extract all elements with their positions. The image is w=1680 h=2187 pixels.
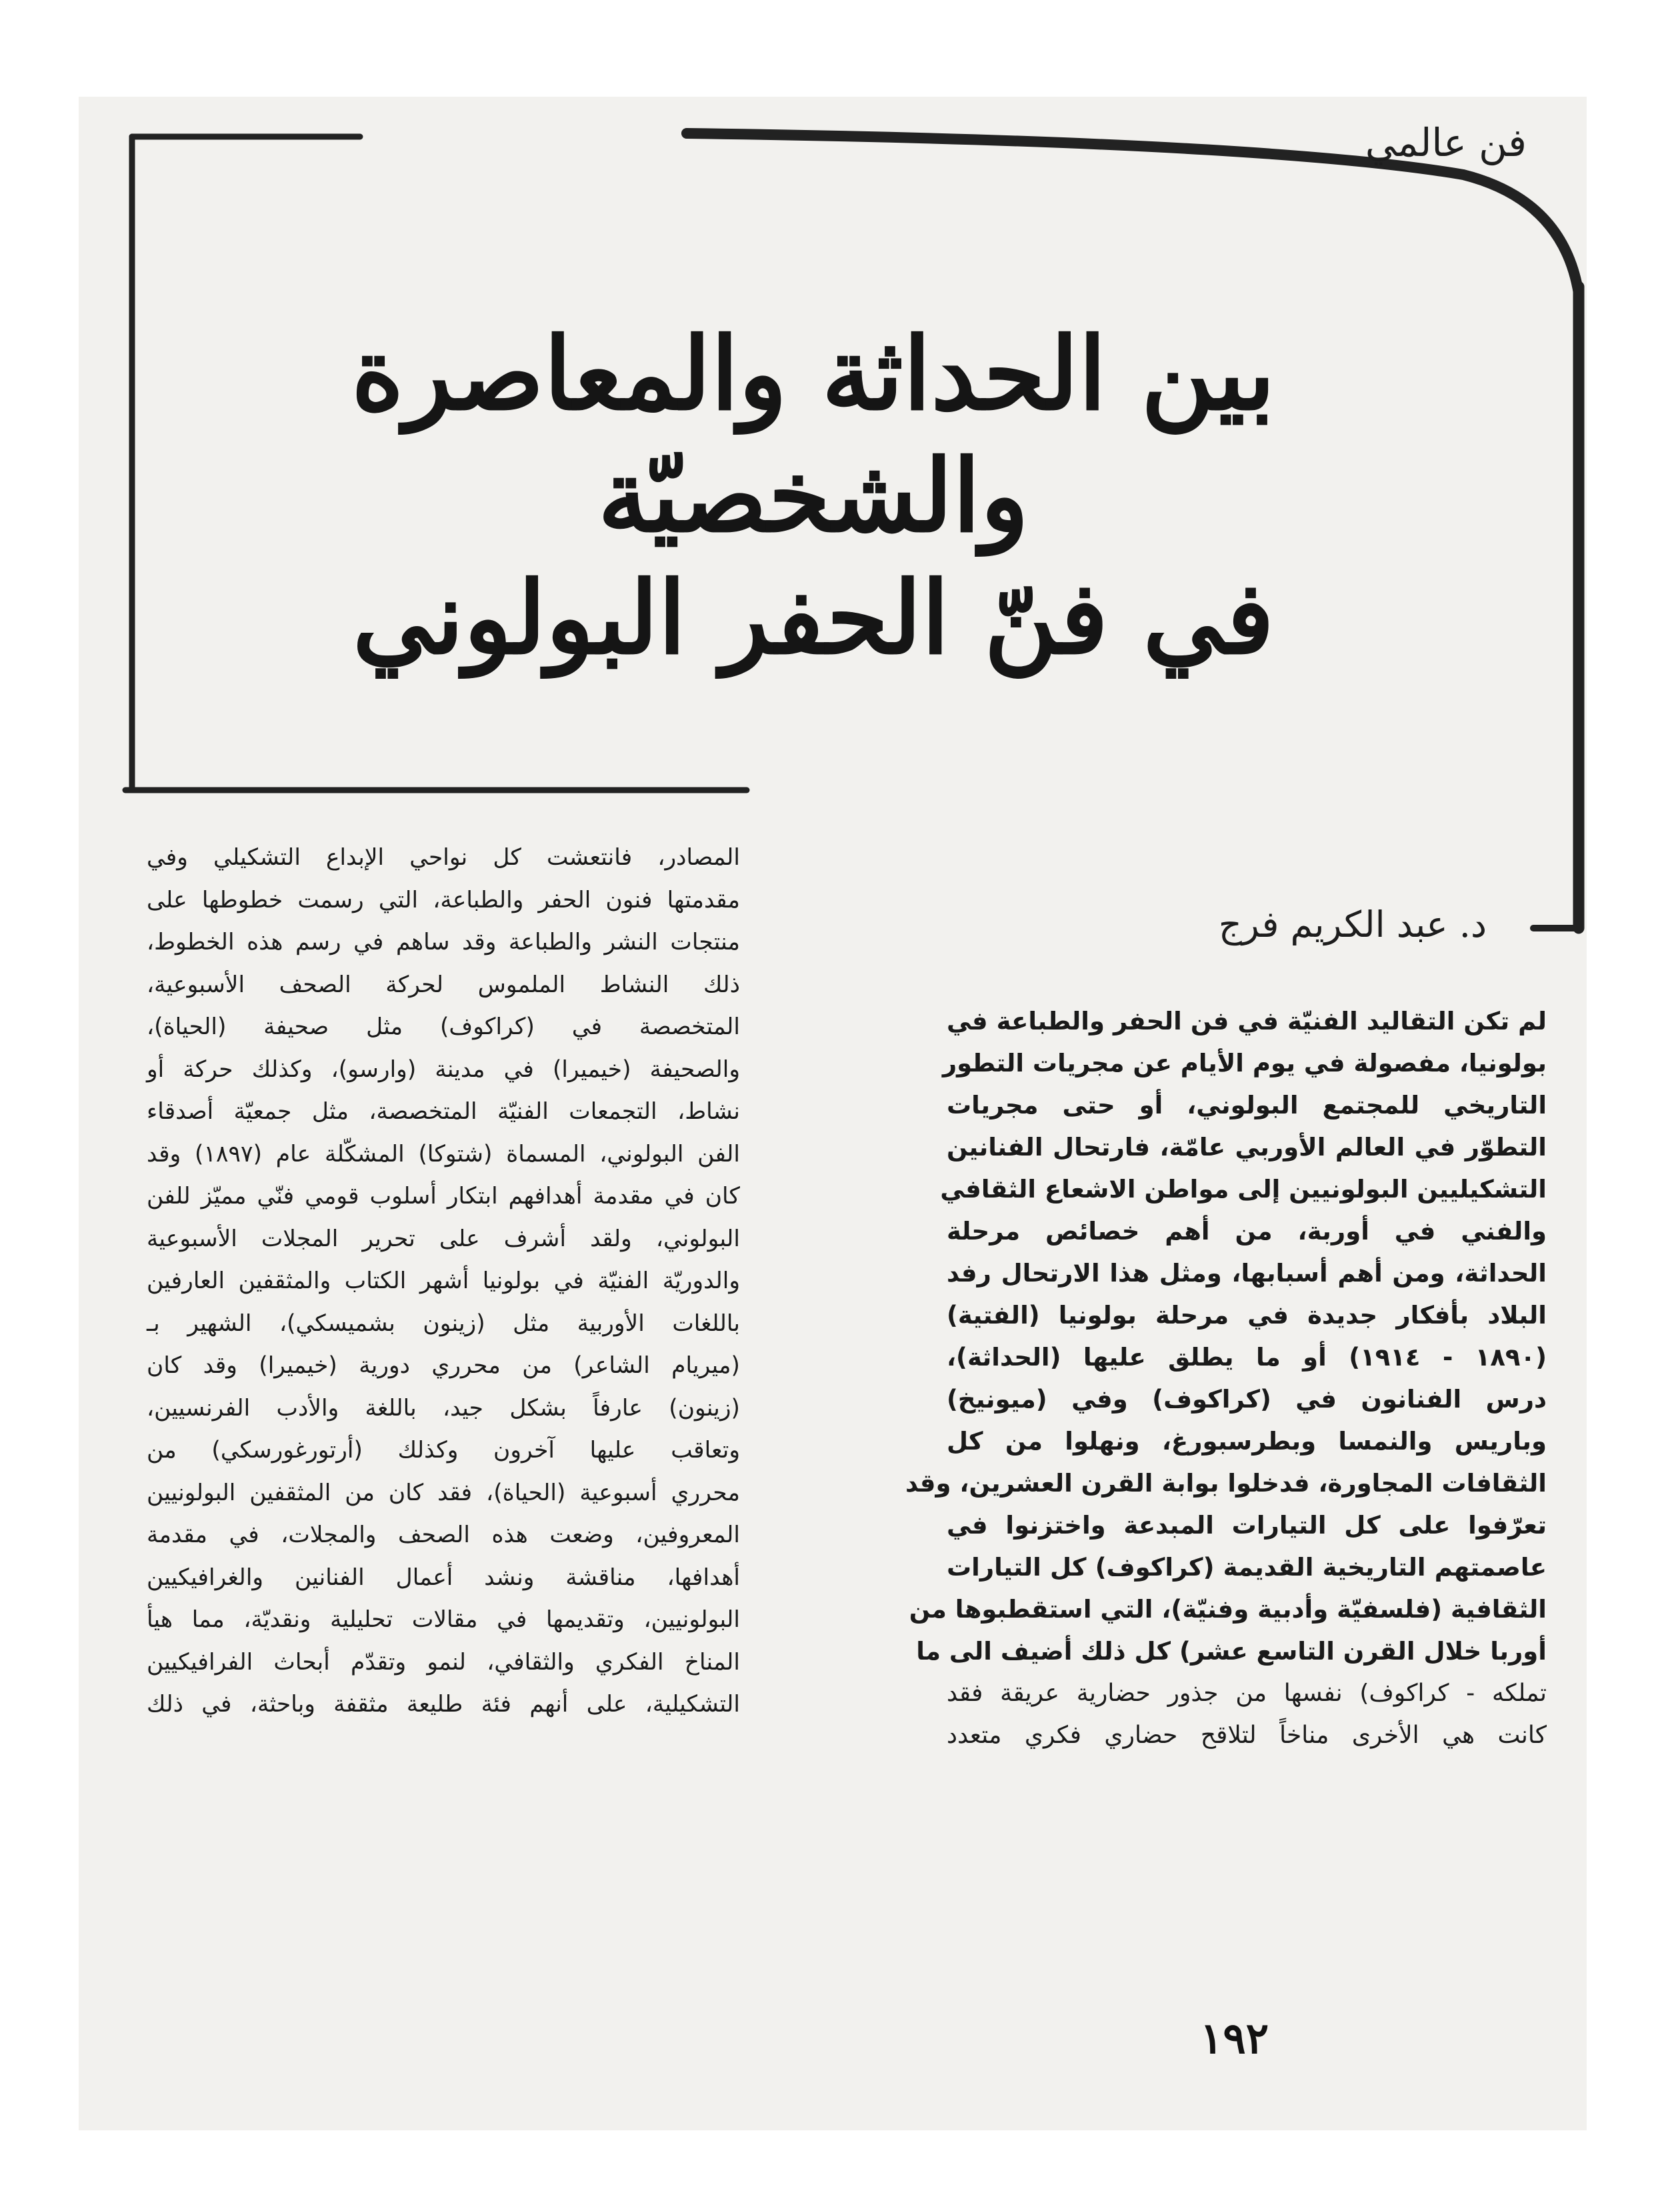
text-line: مقدمتها فنون الحفر والطباعة، التي رسمت خطوطها على — [147, 886, 740, 913]
text-line: محرري أسبوعية (الحياة)، فقد كان من المثقفين البولونيين — [147, 1479, 740, 1506]
text-line: المصادر، فانتعشت كل نواحي الإبداع التشكيلي وفي — [147, 844, 740, 871]
article-title — [253, 313, 1373, 679]
text-line: والصحيفة (خيميرا) في مدينة (وارسو)، وكذلك حركة أو — [147, 1055, 740, 1083]
title-line-1: بين الحداثة والمعاصرة — [351, 315, 1275, 433]
text-line: الثقافات المجاورة، فدخلوا بوابة القرن العشرين، وقد — [905, 1469, 1547, 1498]
text-line: بولونيا، مفصولة في يوم الأيام عن مجريات التطور — [942, 1049, 1547, 1077]
text-line: كانت هي الأخرى مناخاً لتلاقح حضاري فكري متعدد — [947, 1722, 1547, 1749]
text-line: ذلك النشاط الملموس لحركة الصحف الأسبوعية، — [147, 971, 740, 998]
text-line: باللغات الأوربية مثل (زينون بشميسكي)، الشهير بـ — [147, 1310, 740, 1337]
text-line: نشاط، التجمعات الفنيّة المتخصصة، مثل جمعيّة أصدقاء — [147, 1098, 740, 1125]
text-line: التطوّر في العالم الأوربي عامّة، فارتحال الفنانين — [947, 1133, 1547, 1162]
author-byline: د. عبد الكريم فرج — [1218, 903, 1487, 945]
text-line: المعروفين، وضعت هذه الصحف والمجلات، في مقدمة — [147, 1522, 740, 1548]
text-line: تملكه - كراكوف) نفسها من جذور حضارية عريقة فقد — [947, 1680, 1547, 1707]
right-column — [905, 1000, 1547, 1756]
text-line: الفن البولوني، المسماة (شتوكا) المشكّلة عام (١٨٩٧) وقد — [147, 1140, 740, 1168]
text-line: الثقافية (فلسفيّة وأدبية وفنيّة)، التي استقطبوها من — [909, 1595, 1547, 1624]
text-line: (زينون) عارفاً بشكل جيد، باللغة والأدب الفرنسيين، — [147, 1394, 740, 1422]
text-line: لم تكن التقاليد الفنيّة في فن الحفر والطباعة في — [947, 1007, 1547, 1035]
text-line: (١٨٩٠ - ١٩١٤) أو ما يطلق عليها (الحداثة)، — [947, 1343, 1547, 1372]
text-line: الحداثة، ومن أهم أسبابها، ومثل هذا الارتحال رفد — [947, 1259, 1547, 1288]
title-line-2: والشخصيّة — [597, 437, 1029, 555]
text-line: كان في مقدمة أهدافهم ابتكار أسلوب قومي فنّي مميّز للفن — [147, 1183, 740, 1210]
text-line: درس الفنانون في (كراكوف) وفي (ميونيخ) — [947, 1385, 1547, 1414]
text-line: تعرّفوا على كل التيارات المبدعة واختزنوا في — [947, 1511, 1547, 1540]
text-line: أهدافها، مناقشة ونشد أعمال الفنانين والغرافيكيين — [147, 1564, 740, 1591]
section-label: فن عالمي — [1365, 120, 1527, 165]
text-line: التشكيلية، على أنهم فئة طليعة مثقفة وباحثة، في ذلك — [147, 1691, 740, 1718]
text-line: والفني في أوربة، من أهم خصائص مرحلة — [947, 1217, 1547, 1246]
text-line: منتجات النشر والطباعة وقد ساهم في رسم هذه الخطوط، — [147, 929, 740, 955]
text-line: وباريس والنمسا وبطرسبورغ، ونهلوا من كل — [947, 1427, 1547, 1456]
text-line: التاريخي للمجتمع البولوني، أو حتى مجريات — [947, 1091, 1547, 1120]
text-line: المناخ الفكري والثقافي، لنمو وتقدّم أبحاث الفرافيكيين — [147, 1648, 740, 1676]
text-line: البولونيين، وتقديمها في مقالات تحليلية ونقديّة، مما هيأ — [147, 1606, 740, 1633]
text-line: عاصمتهم التاريخية القديمة (كراكوف) كل التيارات — [947, 1553, 1547, 1582]
text-line: البلاد بأفكار جديدة في مرحلة بولونيا (الفتية) — [947, 1301, 1547, 1330]
text-line: وتعاقب عليها آخرون وكذلك (أرتورغورسكي) من — [147, 1437, 740, 1464]
page-number: ١٩٢ — [1200, 2014, 1269, 2064]
text-line: المتخصصة في (كراكوف) مثل صحيفة (الحياة)، — [147, 1013, 740, 1040]
text-line: البولوني، ولقد أشرف على تحرير المجلات الأسبوعية — [147, 1225, 740, 1252]
title-line-3: في فنّ الحفر البولوني — [352, 559, 1275, 677]
left-column — [147, 837, 740, 1726]
text-line: (ميريام الشاعر) من محرري دورية (خيميرا) وقد كان — [147, 1352, 740, 1379]
text-line: أوربا خلال القرن التاسع عشر) كل ذلك أضيف الى ما — [916, 1637, 1547, 1666]
text-line: التشكيليين البولونيين إلى مواطن الاشعاع الثقافي — [940, 1175, 1547, 1204]
text-line: والدوريّة الفنيّة في بولونيا أشهر الكتاب والمثقفين العارفين — [147, 1268, 740, 1294]
